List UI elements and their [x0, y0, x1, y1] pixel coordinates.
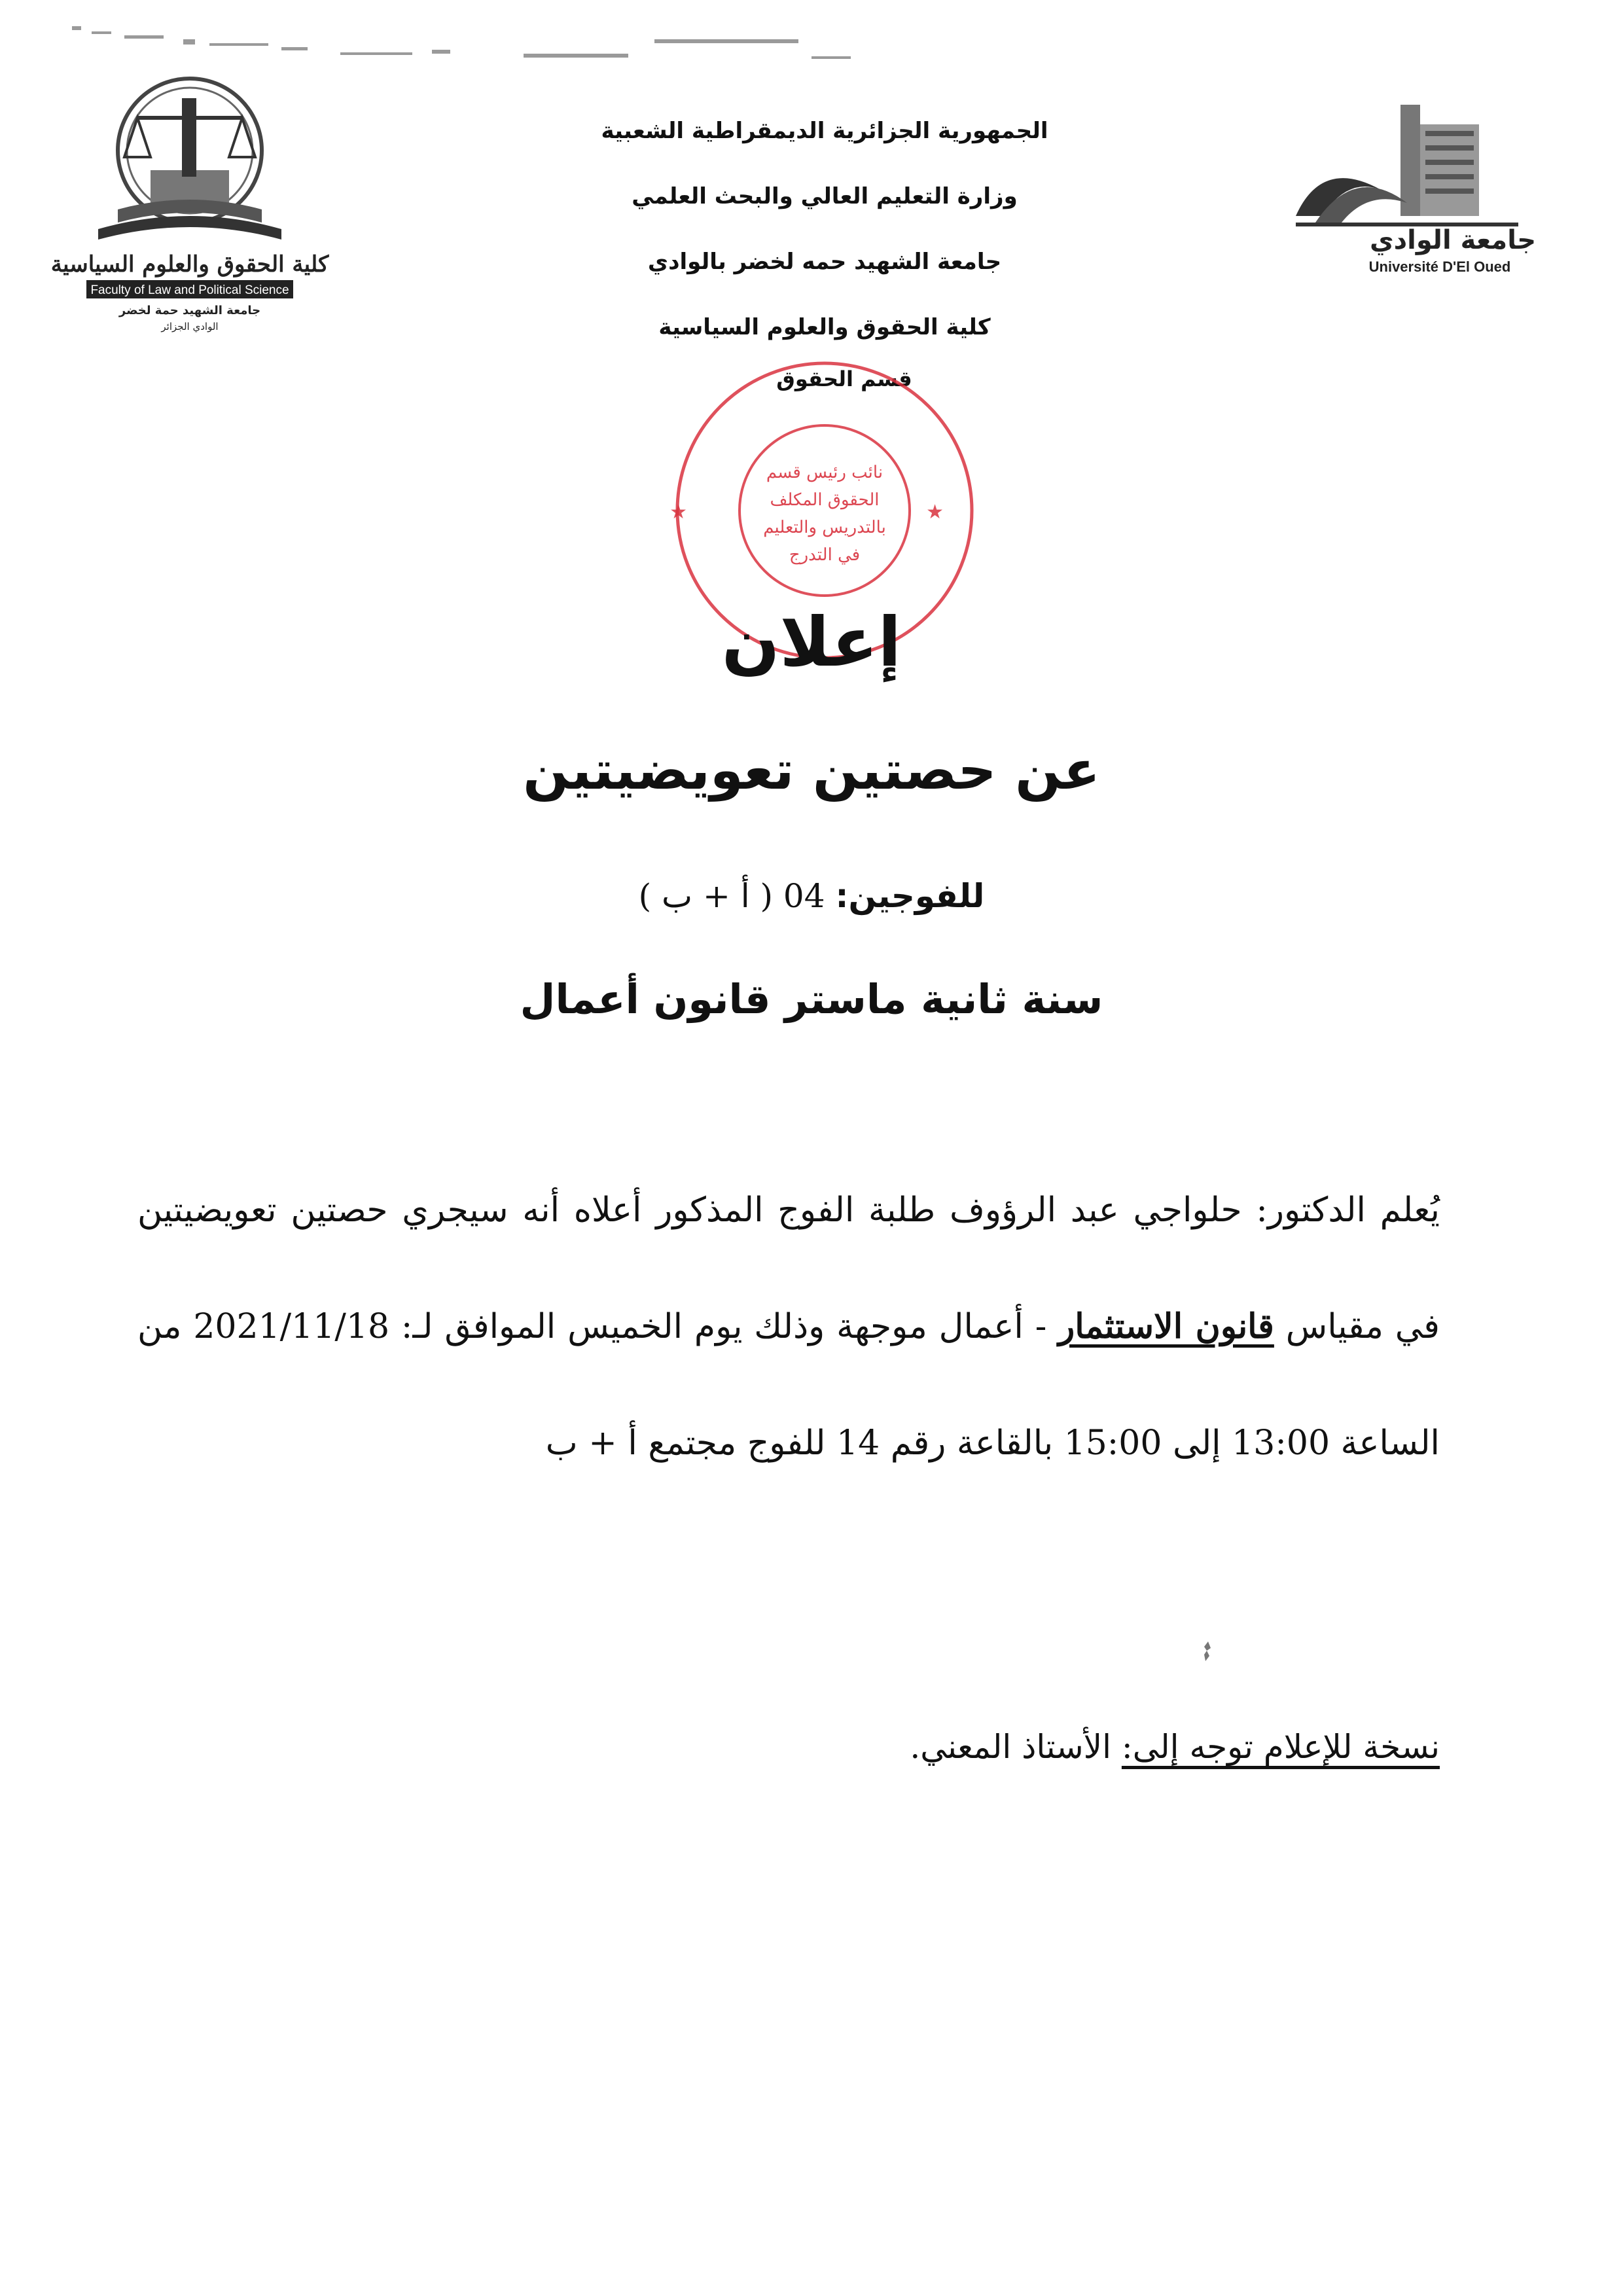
course-name: قانون الاستثمار — [1058, 1306, 1274, 1346]
stamp-outer-text — [668, 353, 679, 359]
scan-speck — [1203, 1641, 1213, 1661]
svg-text:★: ★ — [669, 501, 687, 524]
department-name: قسم الحقوق — [776, 367, 912, 391]
stamp-inner-line-2: الحقوق المكلف — [770, 490, 880, 510]
svg-text:★: ★ — [926, 501, 944, 524]
faculty-name: كلية الحقوق والعلوم السياسية — [658, 314, 991, 340]
announcement-subtitle: عن حصتين تعويضيتين — [523, 740, 1100, 802]
announcement-title: إعلان — [721, 602, 902, 682]
announcement-body — [137, 1152, 1440, 1501]
groups-value: 04 ( أ + ب ) — [638, 877, 825, 915]
scan-noise — [65, 13, 877, 72]
stamp-inner-line-4: في التدرج — [789, 545, 861, 565]
university-logo-french: Université D'El Oued — [1368, 259, 1511, 275]
body-part-1: يُعلم الدكتور: حلواجي عبد الرؤوف طلبة الفوج المذكور أعلاه أنه سيجري حصتين تعويضيتين في مقياس — [137, 1191, 1440, 1346]
country-name: الجمهورية الجزائرية الديمقراطية الشعبية — [601, 118, 1048, 144]
stamp-inner-line-3: بالتدريس والتعليم — [763, 518, 886, 537]
stamp-inner-line-1: نائب رئيس قسم — [766, 463, 883, 482]
body-part-2: - أعمال موجهة وذلك يوم الخميس الموافق لـ: 2021/11/18 من الساعة 13:00 إلى 15:00 بالقاعة رقم 14 للفوج مجتمع أ + ب — [137, 1307, 1440, 1463]
faculty-logo-arabic: كلية الحقوق والعلوم السياسية — [50, 251, 329, 278]
ministry-name: وزارة التعليم العالي والبحث العلمي — [632, 183, 1018, 209]
copy-label: نسخة للإعلام توجه إلى: — [1121, 1728, 1440, 1766]
faculty-logo-city: الوادي الجزائر — [161, 321, 219, 332]
faculty-logo-english: Faculty of Law and Political Science — [90, 283, 289, 297]
faculty-logo — [50, 72, 329, 334]
university-name: جامعة الشهيد حمه لخضر بالوادي — [647, 249, 1002, 275]
groups-line — [0, 877, 1623, 915]
letterhead — [550, 98, 1099, 360]
study-year: سنة ثانية ماستر قانون أعمال — [520, 975, 1103, 1023]
faculty-logo-university: جامعة الشهيد حمة لخضر — [118, 304, 261, 317]
groups-label: للفوجين: — [835, 877, 985, 915]
university-logo — [1283, 85, 1537, 281]
university-logo-arabic: جامعة الوادي — [1369, 225, 1537, 255]
copy-recipient: الأستاذ المعني. — [910, 1728, 1111, 1766]
copy-to-line — [137, 1728, 1440, 1766]
